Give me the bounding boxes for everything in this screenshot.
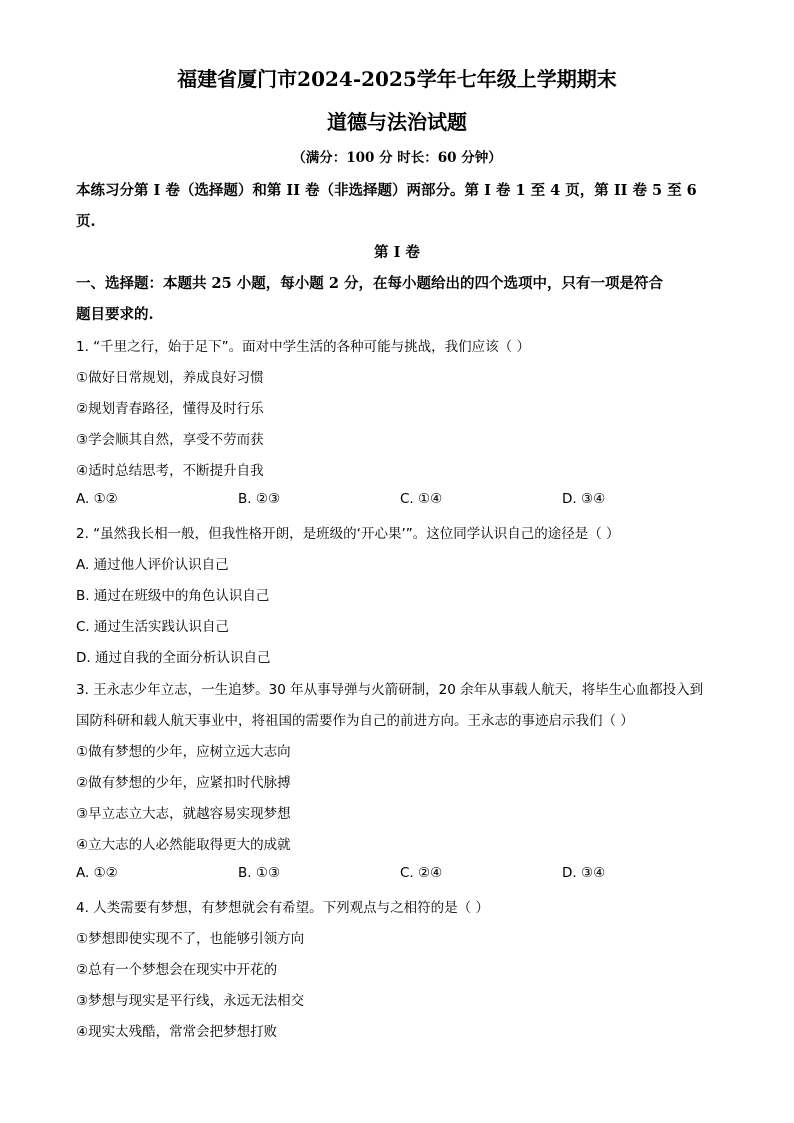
choice-a: A. ①② bbox=[76, 491, 118, 507]
choice-d: D. ③④ bbox=[562, 865, 606, 881]
choice-c: C. 通过生活实践认识自己 bbox=[76, 619, 230, 635]
choice-d: D. ③④ bbox=[562, 491, 606, 507]
choice-c: C. ②④ bbox=[400, 865, 443, 881]
volume-label: 第 I 卷 bbox=[374, 244, 420, 261]
statement-item: ④立大志的人必然能取得更大的成就 bbox=[76, 837, 291, 853]
choice-a: A. ①② bbox=[76, 865, 118, 881]
question-stem: 4. 人类需要有梦想，有梦想就会有希望。下列观点与之相符的是（ ） bbox=[76, 900, 489, 916]
statement-item: ①做有梦想的少年，应树立远大志向 bbox=[76, 744, 291, 760]
choice-c: C. ①④ bbox=[400, 491, 443, 507]
statement-item: ②总有一个梦想会在现实中开花的 bbox=[76, 962, 278, 978]
choice-b: B. 通过在班级中的角色认识自己 bbox=[76, 588, 270, 604]
statement-item: ③梦想与现实是平行线，永远无法相交 bbox=[76, 993, 305, 1009]
question-stem: 1. “千里之行，始于足下”。面对中学生活的各种可能与挑战，我们应该（ ） bbox=[76, 339, 530, 355]
statement-item: ③早立志立大志，就越容易实现梦想 bbox=[76, 806, 291, 822]
statement-item: ②做有梦想的少年，应紧扣时代脉搏 bbox=[76, 775, 291, 791]
exam-title: 福建省厦门市2024-2025学年七年级上学期期末 bbox=[177, 67, 617, 91]
statement-item: ①做好日常规划，养成良好习惯 bbox=[76, 370, 264, 386]
section-instruction-line-1: 一、选择题：本题共 25 小题，每小题 2 分，在每小题给出的四个选项中，只有一项是符合 bbox=[76, 275, 663, 292]
statement-item: ③学会顺其自然，享受不劳而获 bbox=[76, 432, 264, 448]
section-instruction-line-2: 题目要求的. bbox=[76, 306, 154, 323]
choice-b: B. ①③ bbox=[238, 865, 281, 881]
exam-subject: 道德与法治试题 bbox=[327, 110, 467, 134]
statement-item: ②规划青春路径，懂得及时行乐 bbox=[76, 401, 264, 417]
statement-item: ④适时总结思考，不断提升自我 bbox=[76, 463, 264, 479]
statement-item: ①梦想即使实现不了，也能够引领方向 bbox=[76, 931, 305, 947]
question-stem: 2. “虽然我长相一般，但我性格开朗，是班级的‘开心果’”。这位同学认识自己的途径是（ ） bbox=[76, 526, 620, 542]
statement-item: ④现实太残酷，常常会把梦想打败 bbox=[76, 1024, 278, 1040]
choice-d: D. 通过自我的全面分析认识自己 bbox=[76, 650, 271, 666]
intro-text-line-1: 本练习分第 I 卷（选择题）和第 II 卷（非选择题）两部分。第 I 卷 1 至 4 页，第 II 卷 5 至 6 bbox=[76, 182, 697, 199]
exam-meta: （满分：100 分 时长：60 分钟） bbox=[292, 150, 502, 166]
intro-text-line-2: 页. bbox=[76, 213, 96, 230]
choice-a: A. 通过他人评价认识自己 bbox=[76, 557, 229, 573]
choice-b: B. ②③ bbox=[238, 491, 281, 507]
question-stem-line-1: 3. 王永志少年立志，一生追梦。30 年从事导弹与火箭研制，20 余年从事载人航天，将毕生心血都投入到 bbox=[76, 682, 704, 698]
question-stem-line-2: 国防科研和载人航天事业中，将祖国的需要作为自己的前进方向。王永志的事迹启示我们（ ） bbox=[76, 713, 634, 729]
